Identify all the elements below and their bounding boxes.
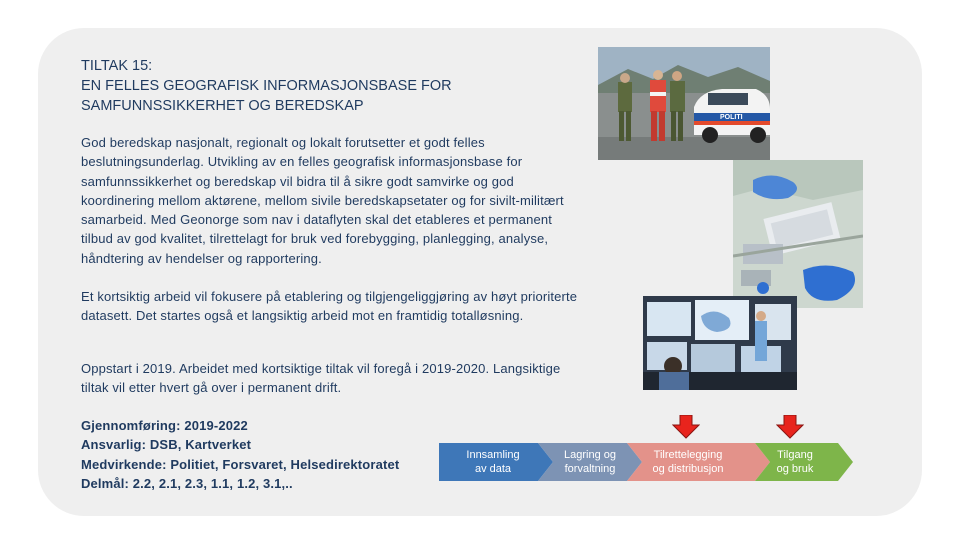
step-4-line1: Tilgang [777, 449, 813, 461]
step-1-line2: av data [474, 463, 512, 475]
process-step-3 [633, 448, 743, 476]
police-military-photo [598, 47, 770, 160]
control-room-photo [643, 296, 797, 390]
title-line: SAMFUNNSSIKKERHET OG BEREDSKAP [81, 98, 364, 114]
meta-responsible: Ansvarlig: DSB, Kartverket [81, 437, 252, 453]
title-line: EN FELLES GEOGRAFISK INFORMASJONSBASE FOR [81, 78, 452, 94]
title-line: TILTAK 15: [81, 58, 153, 74]
police-car-label: POLITI [720, 114, 743, 121]
paragraph-timeline: Oppstart i 2019. Arbeidet med kortsiktige tiltak vil foregå i 2019-2020. Langsiktige tiltak vil etter hvert gå over i permanent drift. [81, 361, 561, 396]
paragraph-short-term: Et kortsiktig arbeid vil fokusere på etablering og tilgjengeliggjøring av høyt prioriterte datasett. Det startes også et langsiktig arbeid mot en framtidig totalløsning. [81, 289, 578, 324]
slide-title [81, 56, 551, 116]
process-step-4 [743, 448, 847, 476]
paragraph-intro: God beredskap nasjonalt, regionalt og lokalt forutsetter et godt felles beslutningsunderlag. Utvikling av en felles geografisk informasjonsbase for samfunnssikkerhet og beredskap vil bidra til å sikre godt samvirke og god koordinering mellom aktørene, mellom sivile beredskapsetater og for sivilt-militært samarbeid. Med Geonorge som nav i dataflyten skal det etableres et permanent tilbud av god kvalitet, tilrettelagt for bruk ved forebygging, planlegging, analyse, håndtering av hendelser og rapportering. [81, 135, 564, 266]
meta-subgoals: Delmål: 2.2, 2.1, 2.3, 1.1, 1.2, 3.1,.. [81, 475, 293, 491]
meta-contributors: Medvirkende: Politiet, Forsvaret, Helsedirektoratet [81, 456, 400, 472]
down-arrow-icon [776, 415, 804, 439]
process-step-2 [538, 448, 642, 476]
project-meta [81, 416, 441, 493]
step-3-line1: Tilrettelegging [653, 449, 723, 461]
step-3-line2: og distribusjon [652, 463, 724, 475]
step-2-line1: Lagring og [564, 449, 616, 461]
step-2-line2: forvaltning [564, 463, 616, 475]
map-3d-photo [733, 160, 863, 308]
process-step-1 [441, 448, 545, 476]
step-4-line2: og bruk [776, 463, 814, 475]
process-flow [439, 443, 853, 481]
meta-implementation: Gjennomføring: 2019-2022 [81, 418, 248, 433]
step-1-line1: Innsamling [466, 449, 520, 461]
down-arrow-icon [672, 415, 700, 439]
